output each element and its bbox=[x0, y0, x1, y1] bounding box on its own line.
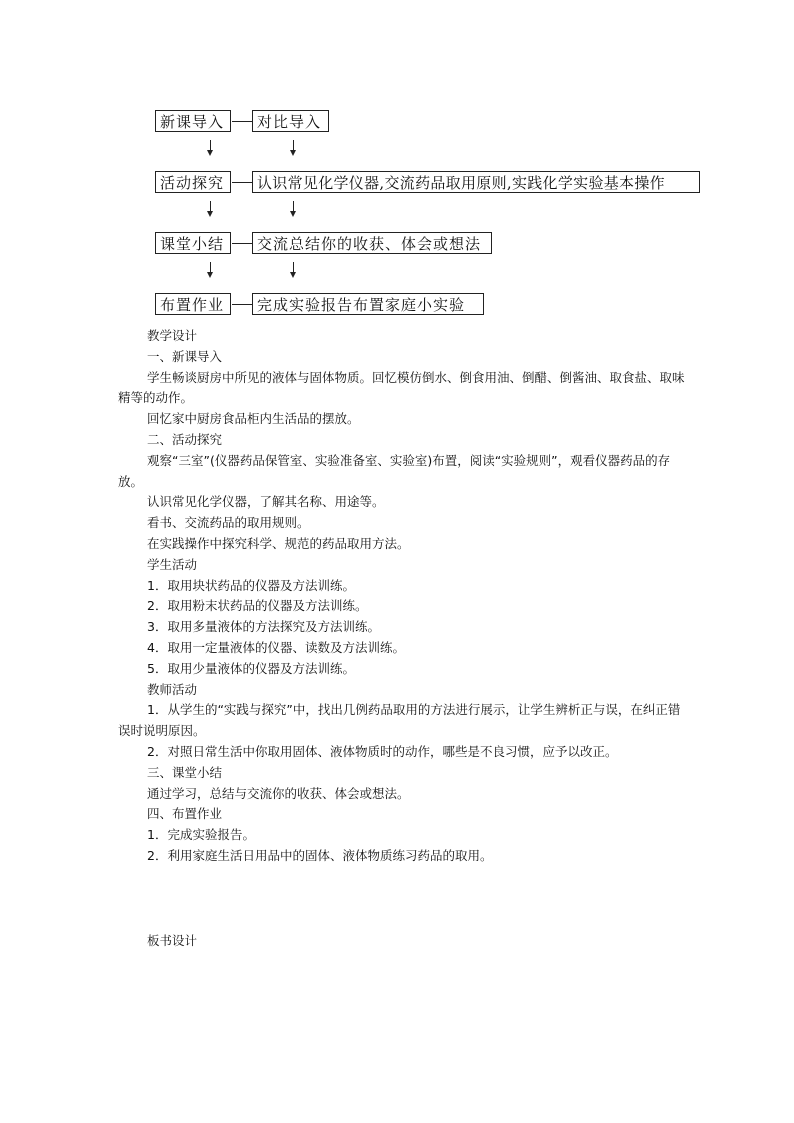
down-arrow-icon bbox=[210, 140, 211, 154]
student-activity-title: 学生活动 bbox=[147, 556, 198, 572]
section-title-2: 二、活动探究 bbox=[147, 431, 223, 447]
down-arrow-icon bbox=[293, 201, 294, 215]
section-title-3: 三、课堂小结 bbox=[147, 764, 223, 780]
paragraph: 认识常见化学仪器，了解其名称、用途等。 bbox=[147, 494, 385, 510]
list-item: 4．取用一定量液体的仪器、读数及方法训练。 bbox=[147, 639, 405, 655]
paragraph: 在实践操作中探究科学、规范的药品取用方法。 bbox=[147, 535, 410, 551]
list-item: 1．完成实验报告。 bbox=[147, 827, 255, 843]
down-arrow-icon bbox=[293, 140, 294, 154]
connector-2 bbox=[232, 182, 252, 183]
list-item: 1．从学生的“实践与探究”中，找出几例药品取用的方法进行展示，让学生辨析正与误，在纠正错误时说明原因。 bbox=[118, 702, 681, 739]
detail-box-2: 认识常见化学仪器,交流药品取用原则,实践化学实验基本操作 bbox=[252, 171, 700, 193]
stage-box-3: 课堂小结 bbox=[155, 232, 231, 254]
list-item: 3．取用多量液体的方法探究及方法训练。 bbox=[147, 619, 380, 635]
down-arrow-icon bbox=[210, 262, 211, 276]
down-arrow-icon bbox=[210, 201, 211, 215]
list-item: 2．取用粉末状药品的仪器及方法训练。 bbox=[147, 598, 368, 614]
detail-box-1: 对比导入 bbox=[252, 110, 329, 132]
paragraph: 通过学习，总结与交流你的收获、体会或想法。 bbox=[147, 785, 410, 801]
detail-box-4: 完成实验报告布置家庭小实验 bbox=[252, 293, 484, 315]
paragraph: 观察“三室”(仪器药品保管室、实验准备室、实验室)布置，阅读“实验规则”，观看仪器药品的存放。 bbox=[118, 452, 671, 489]
down-arrow-icon bbox=[293, 262, 294, 276]
list-item: 2．利用家庭生活日用品中的固体、液体物质练习药品的取用。 bbox=[147, 847, 493, 863]
connector-1 bbox=[232, 121, 252, 122]
connector-4 bbox=[232, 304, 252, 305]
section-title-4: 四、布置作业 bbox=[147, 806, 223, 822]
list-item: 2．对照日常生活中你取用固体、液体物质时的动作，哪些是不良习惯，应予以改正。 bbox=[147, 743, 618, 759]
paragraph: 回忆家中厨房食品柜内生活品的摆放。 bbox=[147, 411, 360, 427]
section-title-1: 一、新课导入 bbox=[147, 348, 223, 364]
connector-3 bbox=[232, 243, 252, 244]
detail-box-3: 交流总结你的收获、体会或想法 bbox=[252, 232, 492, 254]
lesson-plan-body bbox=[118, 326, 688, 867]
board-design-heading: 板书设计 bbox=[147, 933, 198, 948]
paragraph: 学生畅谈厨房中所见的液体与固体物质。回忆模仿倒水、倒食用油、倒醋、倒酱油、取食盐、取味精等的动作。 bbox=[118, 369, 685, 406]
list-item: 1．取用块状药品的仪器及方法训练。 bbox=[147, 577, 355, 593]
list-item: 5．取用少量液体的仪器及方法训练。 bbox=[147, 660, 355, 676]
stage-box-4: 布置作业 bbox=[155, 293, 231, 315]
teacher-activity-title: 教师活动 bbox=[147, 681, 198, 697]
section-heading: 教学设计 bbox=[147, 328, 198, 343]
stage-box-1: 新课导入 bbox=[155, 110, 231, 132]
stage-box-2: 活动探究 bbox=[155, 171, 231, 193]
paragraph: 看书、交流药品的取用规则。 bbox=[147, 515, 310, 531]
